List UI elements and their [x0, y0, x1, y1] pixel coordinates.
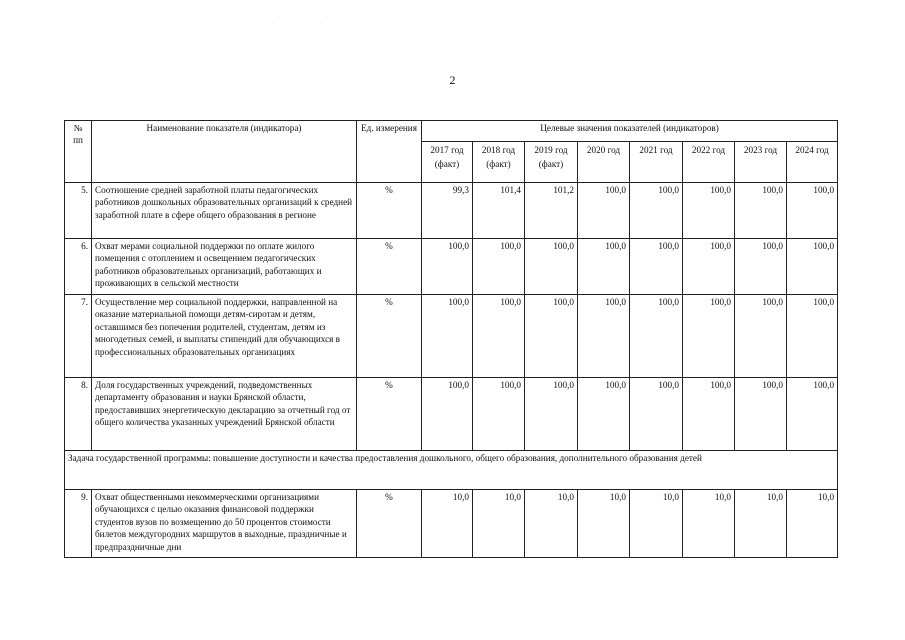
- header-unit: Ед. измерения: [357, 121, 422, 183]
- value-cell: 100,0: [683, 239, 735, 295]
- value-cell: 100,0: [578, 295, 630, 378]
- value-cell: 100,0: [735, 183, 787, 239]
- value-cell: 100,0: [422, 378, 473, 451]
- value-cell: 100,0: [630, 295, 683, 378]
- value-cell: 101,4: [473, 183, 525, 239]
- row-number: 7.: [65, 295, 92, 378]
- value-cell: 100,0: [787, 239, 838, 295]
- scan-speck: ·: [320, 20, 322, 26]
- task-row: [65, 451, 838, 490]
- row-number: 5.: [65, 183, 92, 239]
- value-cell: 100,0: [787, 295, 838, 378]
- unit-cell: %: [357, 239, 422, 295]
- table-row: [65, 239, 838, 295]
- scan-speck: ·: [272, 20, 274, 26]
- value-cell: 100,0: [578, 378, 630, 451]
- header-name: Наименование показателя (индикатора): [92, 121, 357, 183]
- header-year: 2017 год (факт): [422, 142, 473, 183]
- header-targets: Целевые значения показателей (индикаторов): [422, 121, 838, 142]
- table-header: [65, 121, 838, 183]
- page-number: 2: [449, 73, 456, 87]
- indicator-name: Доля государственных учреждений, подведомственных департаменту образования и науки Брянской области, предоставивших энергетическую декларацию за отчетный год от общего количества указанных учреждений Брянской области: [92, 378, 357, 451]
- value-cell: 10,0: [683, 490, 735, 558]
- value-cell: 10,0: [735, 490, 787, 558]
- indicator-name: Охват мерами социальной поддержки по оплате жилого помещения с отоплением и освещением педагогических работников образовательных организаций, работающих и проживающих в сельской местности: [92, 239, 357, 295]
- row-number: 8.: [65, 378, 92, 451]
- header-year: 2019 год (факт): [525, 142, 578, 183]
- value-cell: 10,0: [473, 490, 525, 558]
- value-cell: 10,0: [578, 490, 630, 558]
- indicator-name: Охват общественными некоммерческими организациями обучающихся с целью оказания финансовой поддержки студентов вузов по возмещению до 50 процентов стоимости билетов междугородних маршрутов в выходные, праздничные и предпраздничные дни: [92, 490, 357, 558]
- value-cell: 101,2: [525, 183, 578, 239]
- value-cell: 100,0: [525, 239, 578, 295]
- table-row: [65, 378, 838, 451]
- value-cell: 100,0: [630, 183, 683, 239]
- value-cell: 100,0: [578, 183, 630, 239]
- header-no: № пп: [65, 121, 92, 183]
- table-row: [65, 490, 838, 558]
- unit-cell: %: [357, 183, 422, 239]
- header-year: 2018 год (факт): [473, 142, 525, 183]
- header-year: 2020 год: [578, 142, 630, 183]
- table-row: [65, 183, 838, 239]
- value-cell: 99,3: [422, 183, 473, 239]
- value-cell: 100,0: [473, 378, 525, 451]
- value-cell: 100,0: [525, 378, 578, 451]
- header-year: 2024 год: [787, 142, 838, 183]
- value-cell: 100,0: [630, 239, 683, 295]
- task-description: Задача государственной программы: повышение доступности и качества предоставления дошкольного, общего образования, дополнительного образования детей: [65, 451, 838, 490]
- unit-cell: %: [357, 490, 422, 558]
- value-cell: 10,0: [630, 490, 683, 558]
- value-cell: 100,0: [630, 378, 683, 451]
- row-number: 9.: [65, 490, 92, 558]
- value-cell: 100,0: [735, 239, 787, 295]
- value-cell: 100,0: [422, 295, 473, 378]
- value-cell: 100,0: [683, 295, 735, 378]
- header-year: 2023 год: [735, 142, 787, 183]
- indicator-name: Соотношение средней заработной платы педагогических работников дошкольных образовательных организаций к средней заработной плате в сфере общего образования в регионе: [92, 183, 357, 239]
- value-cell: 100,0: [473, 295, 525, 378]
- value-cell: 10,0: [422, 490, 473, 558]
- value-cell: 100,0: [683, 183, 735, 239]
- header-year: 2022 год: [683, 142, 735, 183]
- indicator-name: Осуществление мер социальной поддержки, направленной на оказание материальной помощи детям-сиротам и детям, оставшимся без попечения родителей, студентам, детям из многодетных семей, и выплаты стипендий для обучающихся в профессиональных образовательных организациях: [92, 295, 357, 378]
- value-cell: 100,0: [683, 378, 735, 451]
- row-number: 6.: [65, 239, 92, 295]
- value-cell: 100,0: [525, 295, 578, 378]
- unit-cell: %: [357, 378, 422, 451]
- unit-cell: %: [357, 295, 422, 378]
- header-year: 2021 год: [630, 142, 683, 183]
- value-cell: 100,0: [735, 295, 787, 378]
- value-cell: 10,0: [525, 490, 578, 558]
- table-row: [65, 295, 838, 378]
- value-cell: 10,0: [787, 490, 838, 558]
- value-cell: 100,0: [787, 183, 838, 239]
- value-cell: 100,0: [422, 239, 473, 295]
- value-cell: 100,0: [578, 239, 630, 295]
- value-cell: 100,0: [787, 378, 838, 451]
- value-cell: 100,0: [473, 239, 525, 295]
- table-body: [65, 183, 838, 558]
- value-cell: 100,0: [735, 378, 787, 451]
- indicators-table: [64, 120, 838, 558]
